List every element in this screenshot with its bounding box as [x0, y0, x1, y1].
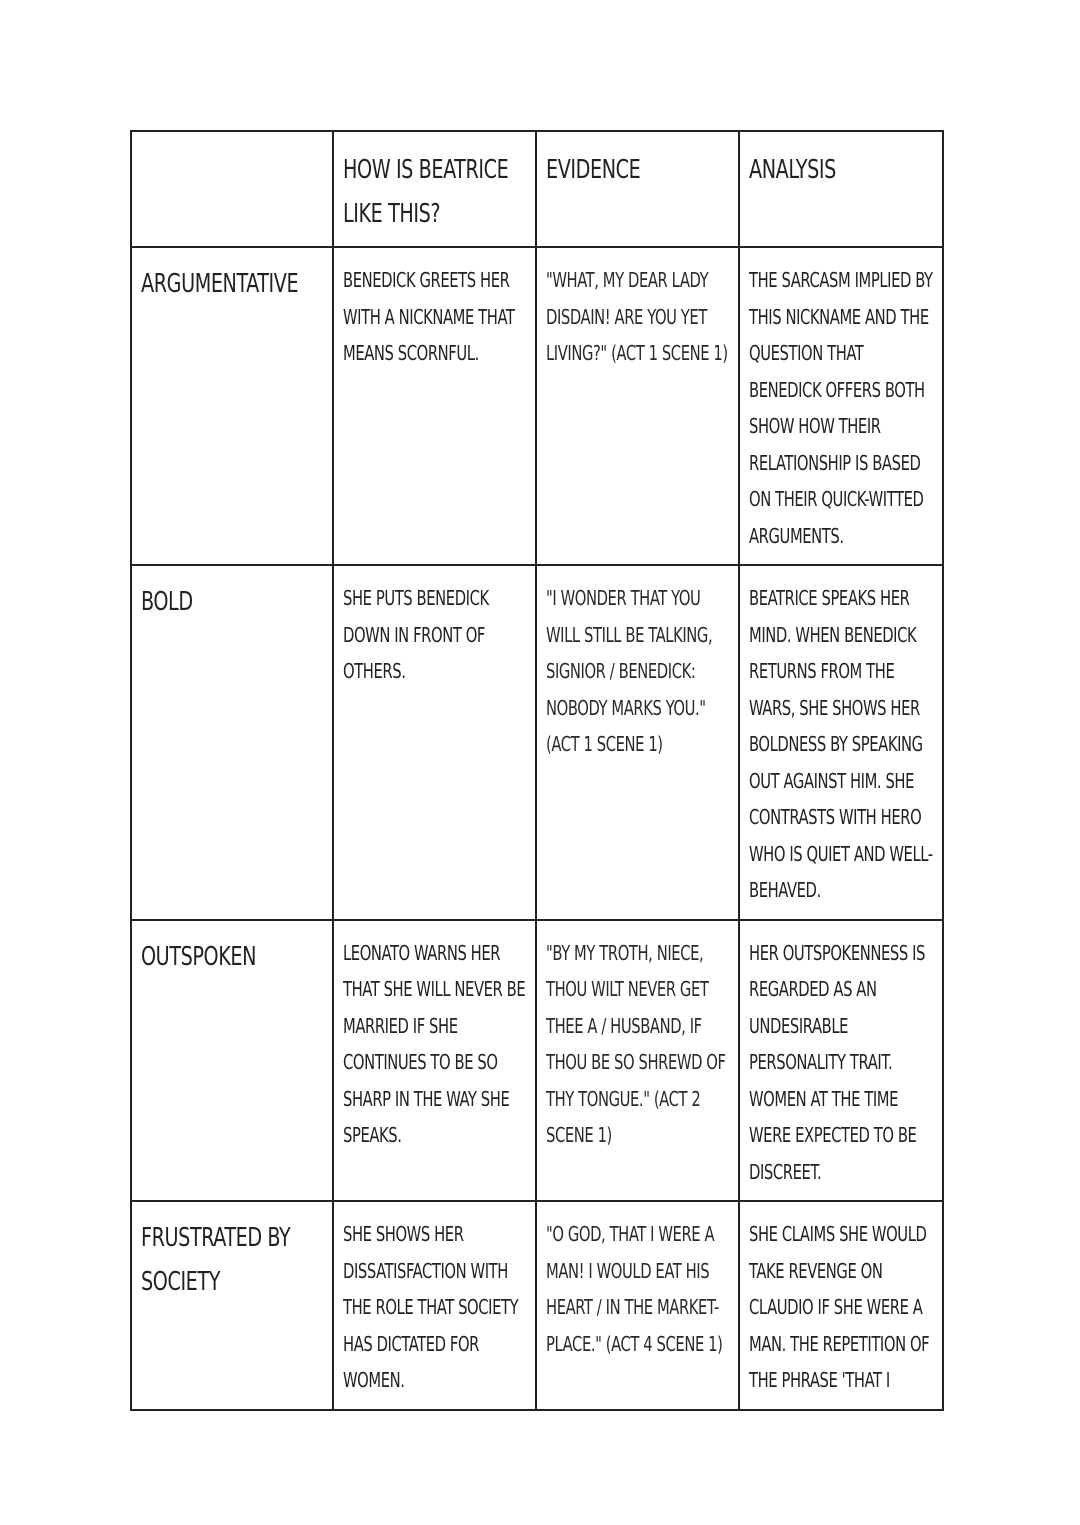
how-cell: SHE PUTS BENEDICK DOWN IN FRONT OF OTHERS.	[333, 565, 536, 920]
trait-cell: BOLD	[131, 565, 333, 920]
how-cell: BENEDICK GREETS HER WITH A NICKNAME THAT MEANS SCORNFUL.	[333, 247, 536, 565]
header-cell-analysis: ANALYSIS	[739, 131, 943, 247]
analysis-cell: SHE CLAIMS SHE WOULD TAKE REVENGE ON CLAUDIO IF SHE WERE A MAN. THE REPETITION OF THE PHRASE 'THAT I	[739, 1201, 943, 1410]
trait-cell: ARGUMENTATIVE	[131, 247, 333, 565]
evidence-cell: "O GOD, THAT I WERE A MAN! I WOULD EAT HIS HEART / IN THE MARKET-PLACE." (ACT 4 SCENE 1)	[536, 1201, 739, 1410]
evidence-cell: "I WONDER THAT YOU WILL STILL BE TALKING, SIGNIOR / BENEDICK: NOBODY MARKS YOU." (ACT 1 SCENE 1)	[536, 565, 739, 920]
table-row	[131, 565, 943, 920]
table-row	[131, 920, 943, 1202]
character-analysis-table-wrapper	[130, 130, 942, 1411]
table-row	[131, 1201, 943, 1410]
how-cell: SHE SHOWS HER DISSATISFACTION WITH THE ROLE THAT SOCIETY HAS DICTATED FOR WOMEN.	[333, 1201, 536, 1410]
how-cell: LEONATO WARNS HER THAT SHE WILL NEVER BE MARRIED IF SHE CONTINUES TO BE SO SHARP IN THE WAY SHE SPEAKS.	[333, 920, 536, 1202]
header-cell-empty	[131, 131, 333, 247]
table-row	[131, 247, 943, 565]
character-analysis-table	[130, 130, 944, 1411]
header-cell-evidence: EVIDENCE	[536, 131, 739, 247]
evidence-cell: "BY MY TROTH, NIECE, THOU WILT NEVER GET THEE A / HUSBAND, IF THOU BE SO SHREWD OF THY TONGUE." (ACT 2 SCENE 1)	[536, 920, 739, 1202]
header-cell-how: HOW IS BEATRICE LIKE THIS?	[333, 131, 536, 247]
analysis-cell: THE SARCASM IMPLIED BY THIS NICKNAME AND THE QUESTION THAT BENEDICK OFFERS BOTH SHOW HOW THEIR RELATIONSHIP IS BASED ON THEIR QUICK-WITTED ARGUMENTS.	[739, 247, 943, 565]
analysis-cell: BEATRICE SPEAKS HER MIND. WHEN BENEDICK RETURNS FROM THE WARS, SHE SHOWS HER BOLDNESS BY SPEAKING OUT AGAINST HIM. SHE CONTRASTS WITH HERO WHO IS QUIET AND WELL-BEHAVED.	[739, 565, 943, 920]
analysis-cell: HER OUTSPOKENNESS IS REGARDED AS AN UNDESIRABLE PERSONALITY TRAIT. WOMEN AT THE TIME WERE EXPECTED TO BE DISCREET.	[739, 920, 943, 1202]
trait-cell: FRUSTRATED BY SOCIETY	[131, 1201, 333, 1410]
trait-cell: OUTSPOKEN	[131, 920, 333, 1202]
evidence-cell: "WHAT, MY DEAR LADY DISDAIN! ARE YOU YET LIVING?" (ACT 1 SCENE 1)	[536, 247, 739, 565]
table-header-row	[131, 131, 943, 247]
